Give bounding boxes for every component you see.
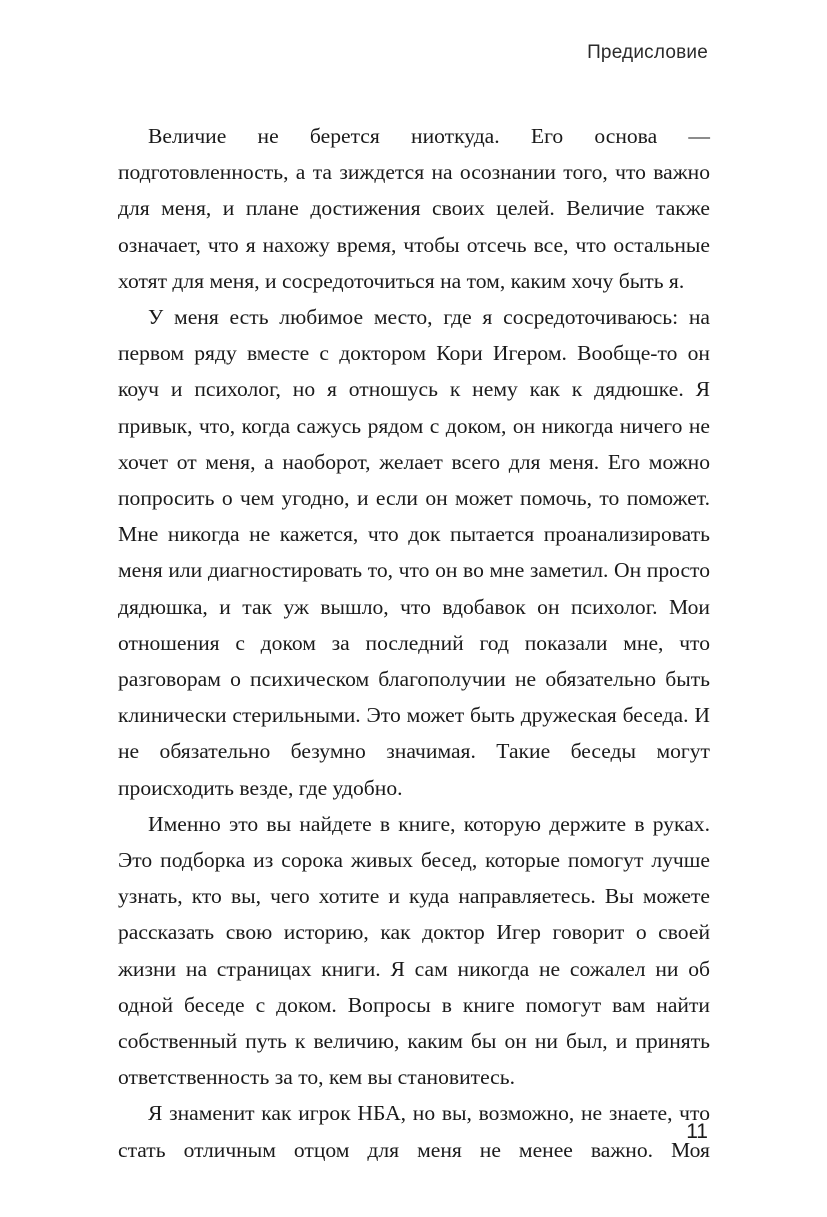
paragraph-3: Именно это вы найдете в книге, которую держите в руках. Это подборка из сорока живых бесед, которые помогут лучше узнать, кто вы, чего хотите и куда направляетесь. Вы можете рассказать свою историю, как доктор Игер говорит о своей жизни на страницах книги. Я сам никогда не сожалел ни об одной беседе с доком. Вопросы в книге помогут вам найти собственный путь к величию, каким бы он ни был, и принять ответственность за то, кем вы становитесь. <box>118 811 710 1090</box>
paragraph-1: Величие не берется ниоткуда. Его основа — подготовленность, а та зиждется на осознании того, что важно для меня, и плане достижения своих целей. Величие также означает, что я нахожу время, чтобы отсечь все, что остальные хотят для меня, и сосредоточиться на том, каким хочу быть я. <box>118 124 710 293</box>
paragraph-4: Я знаменит как игрок НБА, но вы, возможно, не знаете, что стать отличным отцом для меня не менее важно. Моя <box>118 1101 710 1162</box>
page-number: 11 <box>686 1120 708 1143</box>
running-header: Предисловие <box>587 42 708 63</box>
body-text <box>118 118 710 1168</box>
paragraph-2: У меня есть любимое место, где я сосредоточиваюсь: на первом ряду вместе с доктором Кори Игером. Вообще-то он коуч и психолог, но я отношусь к нему как к дядюшке. Я привык, что, когда сажусь рядом с доком, он никогда ничего не хочет от меня, а наоборот, желает всего для меня. Его можно попросить о чем угодно, и если он может помочь, то поможет. Мне никогда не кажется, что док пытается проанализировать меня или диагностировать то, что он во мне заметил. Он просто дядюшка, и так уж вышло, что вдобавок он психолог. Мои отношения с доком за последний год показали мне, что разговорам о психическом благополучии не обязательно быть клинически стерильными. Это может быть дружеская беседа. И не обязательно безумно значимая. Такие беседы могут происходить везде, где удобно. <box>118 305 710 800</box>
